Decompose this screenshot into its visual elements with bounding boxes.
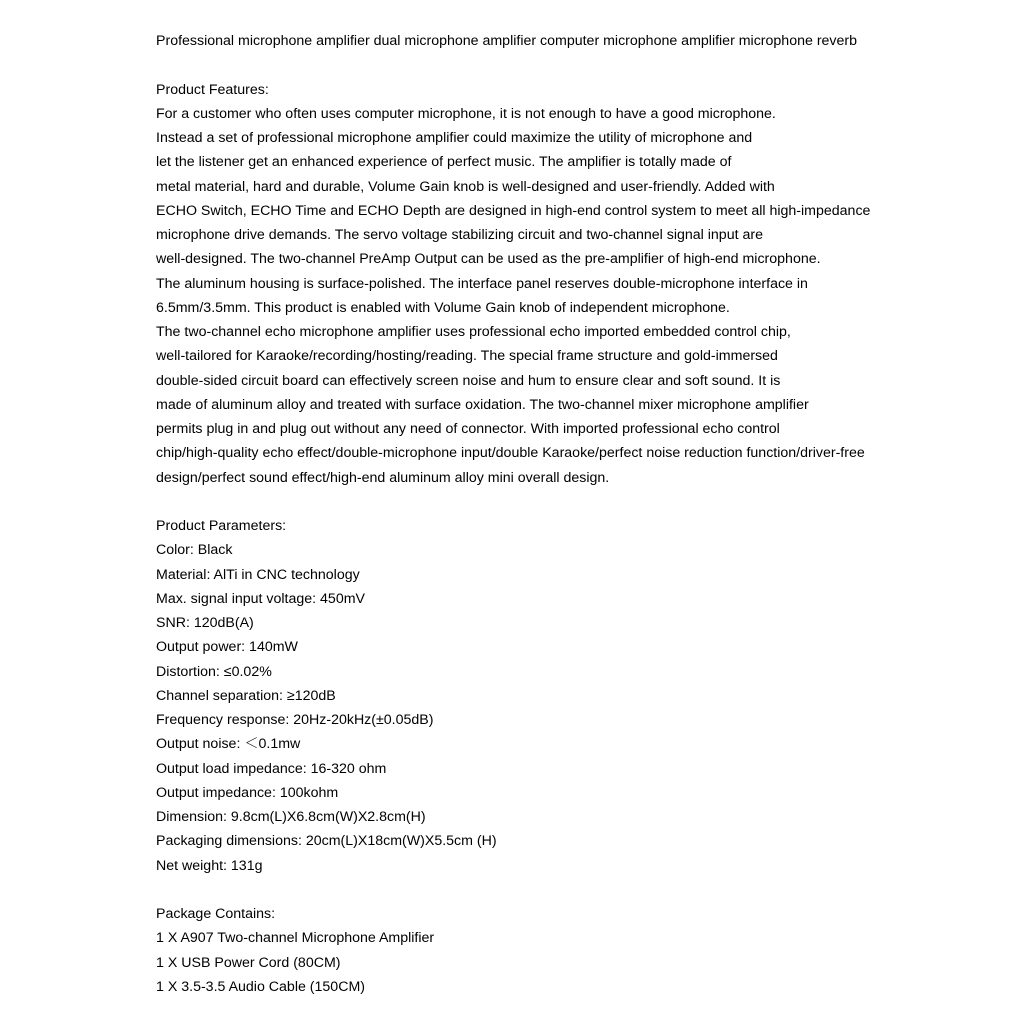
features-line: ECHO Switch, ECHO Time and ECHO Depth are designed in high-end control system to meet all high-impedance: [156, 202, 871, 219]
blank-line: [156, 878, 1016, 902]
features-heading: Product Features:: [156, 81, 269, 98]
package-line: 1 X USB Power Cord (80CM): [156, 954, 341, 971]
package-heading: Package Contains:: [156, 906, 276, 922]
parameter-line: Dimension: 9.8cm(L)X6.8cm(W)X2.8cm(H): [156, 809, 426, 825]
parameter-line: Material: AlTi in CNC technology: [156, 566, 360, 583]
package-line: 1 X 3.5-3.5 Audio Cable (150CM): [156, 978, 365, 995]
features-line: 6.5mm/3.5mm. This product is enabled with Volume Gain knob of independent microphone.: [156, 299, 730, 316]
parameter-line: Max. signal input voltage: 450mV: [156, 590, 365, 607]
features-line: double-sided circuit board can effectively screen noise and hum to ensure clear and soft sound. It is: [156, 372, 781, 389]
parameter-line: Color: Black: [156, 542, 233, 559]
features-line: let the listener get an enhanced experience of perfect music. The amplifier is totally made of: [156, 154, 732, 171]
parameters-heading: Product Parameters:: [156, 518, 287, 534]
features-line: well-designed. The two-channel PreAmp Output can be used as the pre-amplifier of high-end microphone.: [156, 251, 821, 268]
features-line: design/perfect sound effect/high-end aluminum alloy mini overall design.: [156, 469, 610, 486]
parameter-line: Frequency response: 20Hz-20kHz(±0.05dB): [156, 712, 434, 728]
blank-line: [156, 53, 1016, 77]
product-title: Professional microphone amplifier dual microphone amplifier computer microphone amplifier microphone reverb: [156, 33, 858, 49]
parameter-line: Output impedance: 100kohm: [156, 784, 339, 801]
features-line: chip/high-quality echo effect/double-microphone input/double Karaoke/perfect noise reduction function/driver-free: [156, 445, 865, 462]
parameter-line: SNR: 120dB(A): [156, 615, 254, 631]
package-line: 1 X A907 Two-channel Microphone Amplifier: [156, 930, 435, 947]
parameter-line: Distortion: ≤0.02%: [156, 663, 272, 680]
parameter-line: Output power: 140mW: [156, 639, 298, 656]
features-line: well-tailored for Karaoke/recording/hosting/reading. The special frame structure and gold-immersed: [156, 348, 778, 365]
package-section: [156, 902, 1016, 999]
features-line: made of aluminum alloy and treated with surface oxidation. The two-channel mixer microphone amplifier: [156, 396, 809, 413]
features-section: [156, 78, 1016, 490]
blank-line: [156, 490, 1016, 514]
parameter-line: Packaging dimensions: 20cm(L)X18cm(W)X5.5cm (H): [156, 833, 497, 850]
parameter-line: Output noise: ＜0.1mw: [156, 736, 301, 753]
features-line: The aluminum housing is surface-polished. The interface panel reserves double-microphone interface in: [156, 275, 808, 292]
parameter-line: Output load impedance: 16-320 ohm: [156, 760, 387, 777]
features-line: Instead a set of professional microphone amplifier could maximize the utility of microphone and: [156, 130, 753, 146]
features-line: For a customer who often uses computer microphone, it is not enough to have a good microphone.: [156, 105, 776, 122]
features-line: microphone drive demands. The servo voltage stabilizing circuit and two-channel signal input are: [156, 227, 763, 243]
product-description: [156, 29, 1016, 999]
parameters-section: [156, 514, 1016, 878]
parameter-line: Channel separation: ≥120dB: [156, 687, 336, 704]
features-line: metal material, hard and durable, Volume Gain knob is well-designed and user-friendly. Added with: [156, 178, 775, 195]
features-line: permits plug in and plug out without any need of connector. With imported professional echo control: [156, 421, 780, 437]
parameter-line: Net weight: 131g: [156, 857, 263, 874]
features-line: The two-channel echo microphone amplifier uses professional echo imported embedded control chip,: [156, 324, 791, 340]
